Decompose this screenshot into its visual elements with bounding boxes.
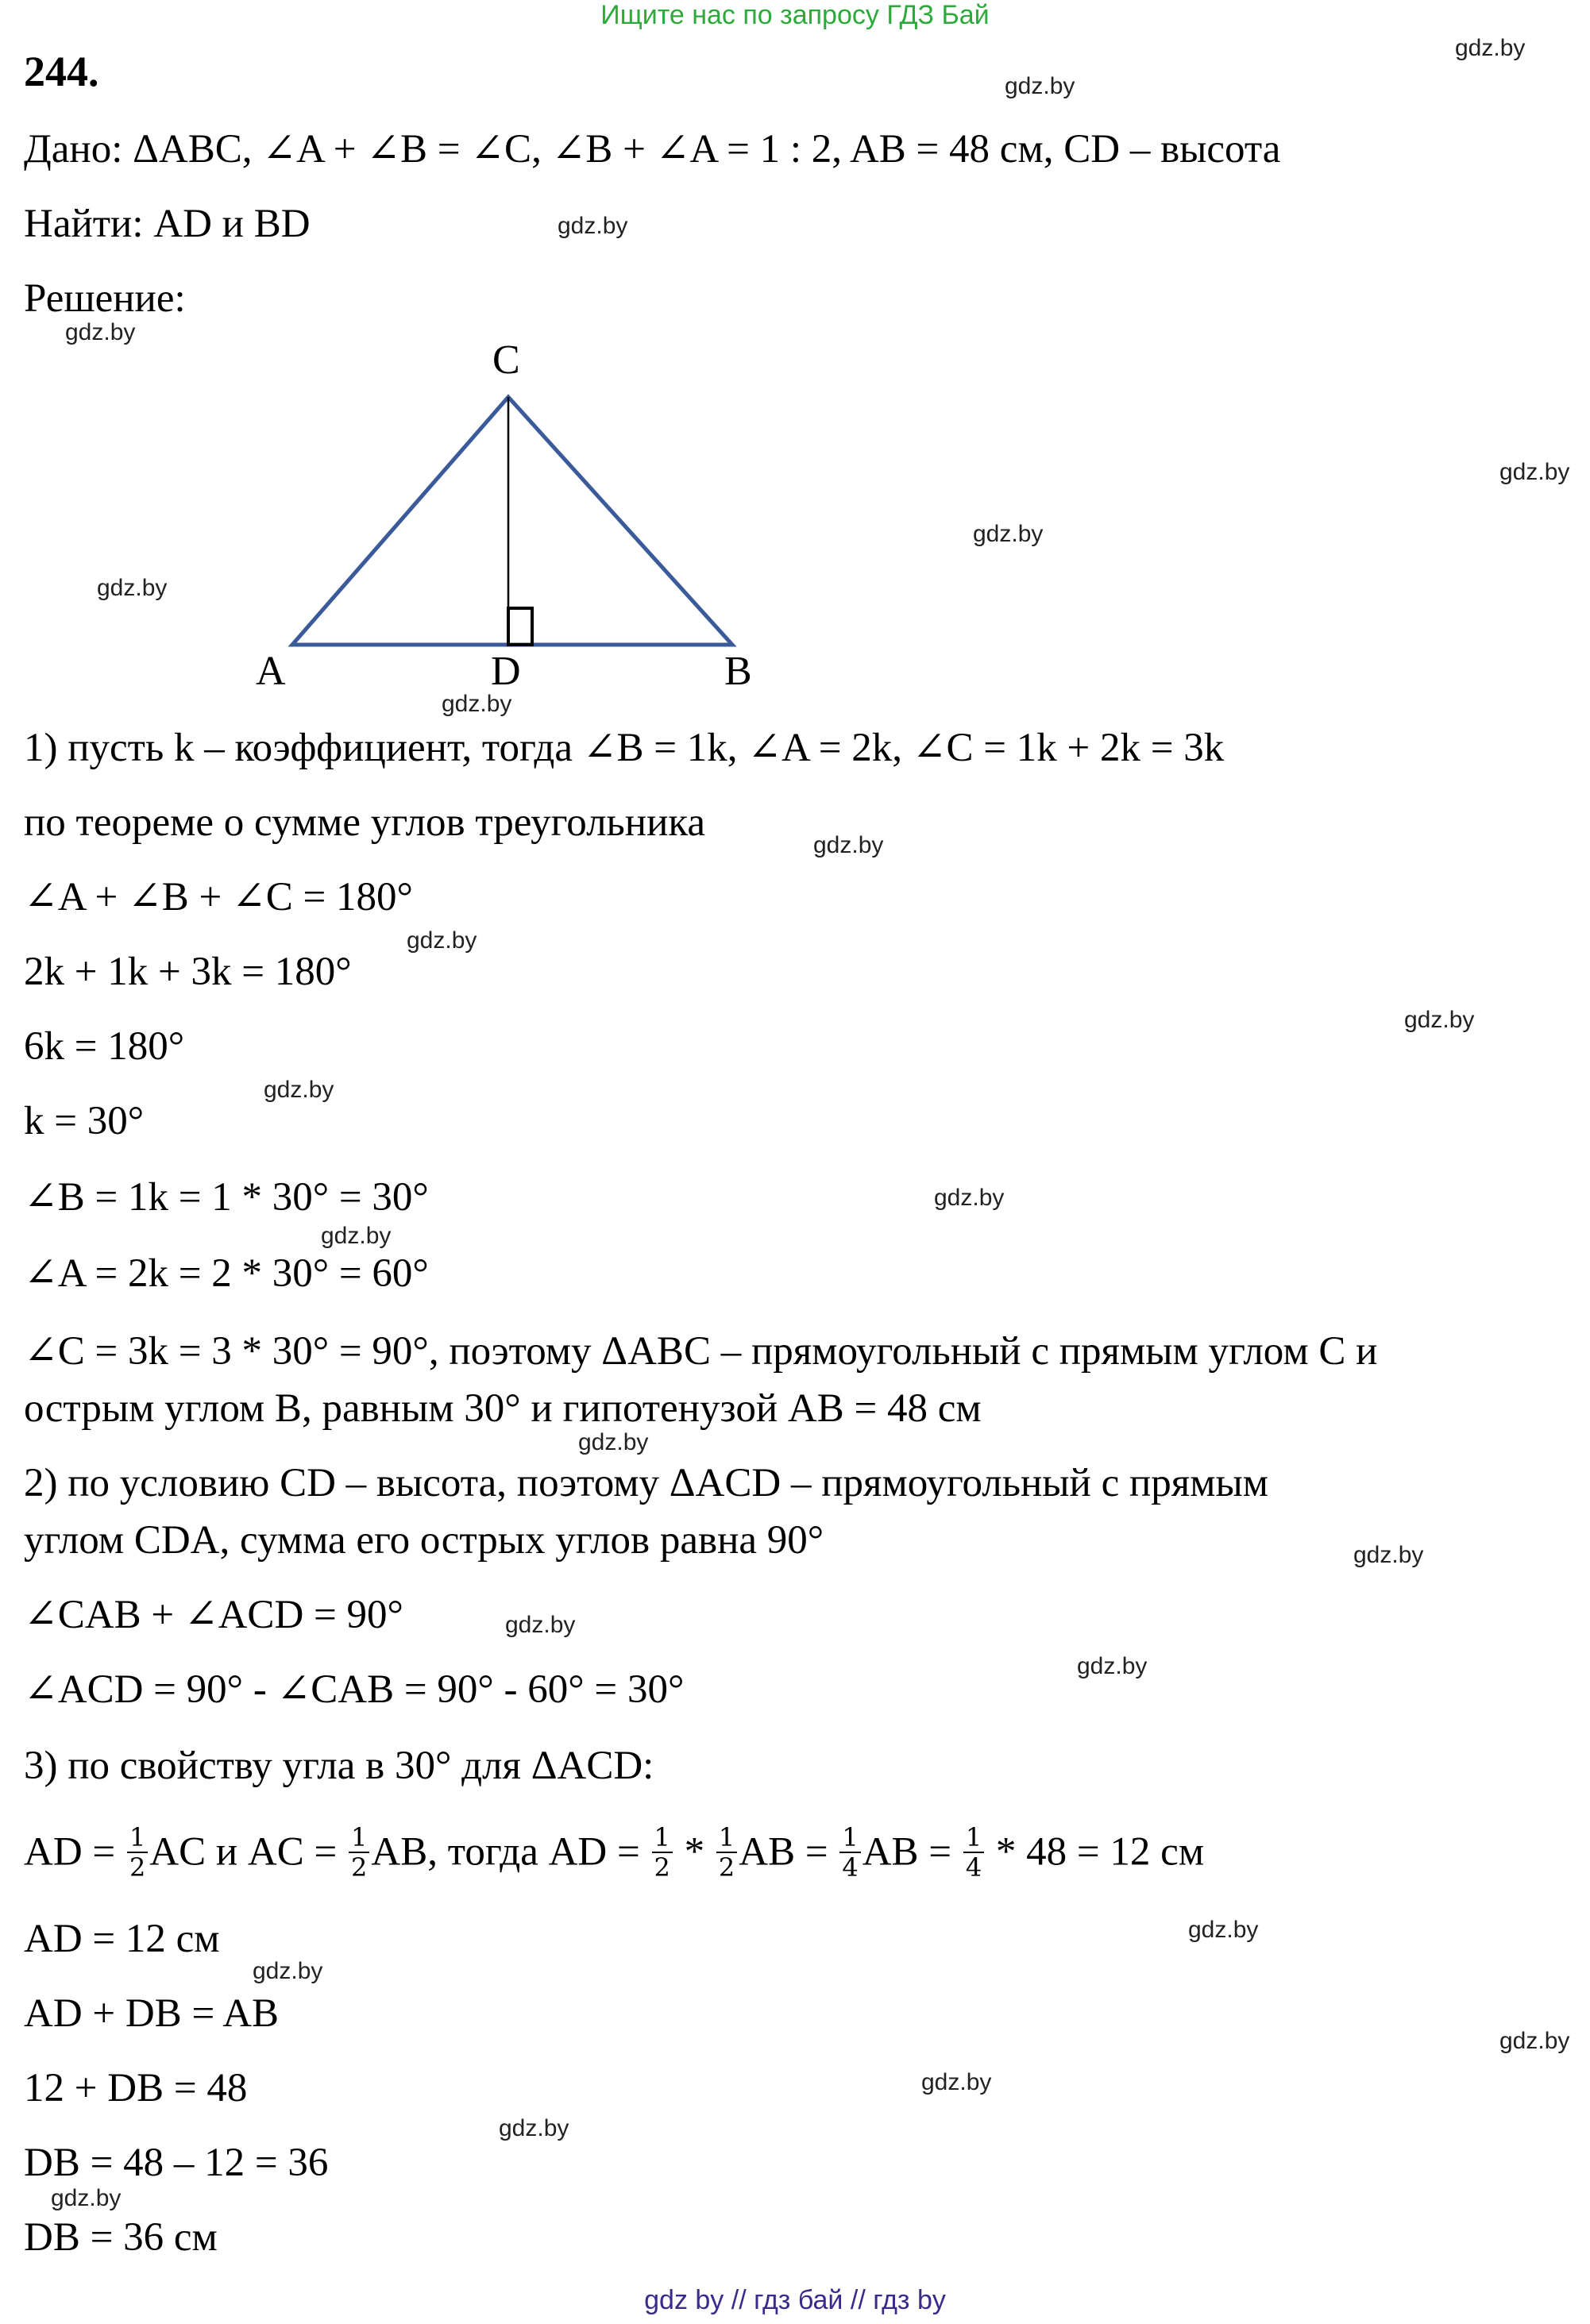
equation-acd: ∠ACD = 90° - ∠CAB = 90° - 60° = 30°	[24, 1667, 685, 1712]
vertex-c-label: C	[492, 337, 520, 383]
fraction-numerator: 1	[652, 1823, 673, 1853]
watermark: gdz.by	[321, 1223, 392, 1249]
step-2-cont: углом CDA, сумма его острых углов равна 90°	[24, 1518, 824, 1563]
fraction-denominator: 2	[129, 1852, 146, 1883]
step-theorem: по теореме о сумме углов треугольника	[24, 800, 706, 845]
equation-angle-sum: ∠A + ∠B + ∠C = 180°	[24, 875, 413, 919]
result-db: DB = 36 см	[24, 2215, 218, 2260]
watermark: gdz.by	[407, 927, 477, 954]
equation-6k: 6k = 180°	[24, 1024, 185, 1069]
vertex-b-label: B	[724, 649, 752, 694]
fraction-one-quarter	[839, 1823, 860, 1882]
equation-db: DB = 48 – 12 = 36	[24, 2141, 329, 2185]
watermark: gdz.by	[65, 319, 136, 345]
watermark: gdz.by	[1404, 1007, 1475, 1033]
watermark: gdz.by	[1499, 2028, 1570, 2054]
fraction-one-half	[127, 1823, 148, 1882]
fraction-denominator: 2	[654, 1852, 670, 1883]
equation-angle-a: ∠A = 2k = 2 * 30° = 60°	[24, 1251, 429, 1296]
fraction-numerator: 1	[839, 1823, 860, 1853]
text-part: AC и AC =	[149, 1829, 348, 1875]
fraction-numerator: 1	[963, 1823, 984, 1853]
watermark: gdz.by	[1005, 73, 1075, 99]
watermark: gdz.by	[934, 1185, 1005, 1211]
watermark: gdz.by	[1077, 1653, 1148, 1679]
equation-12-db: 12 + DB = 48	[24, 2066, 248, 2110]
watermark: gdz.by	[253, 1958, 323, 1984]
step-3: 3) по свойству угла в 30° для ΔACD:	[24, 1744, 654, 1788]
footer-links[interactable]: gdz by // гдз бай // гдз by	[644, 2285, 946, 2315]
text-part: AD =	[24, 1829, 125, 1875]
fraction-numerator: 1	[349, 1823, 369, 1853]
step-angle-c: ∠C = 3k = 3 * 30° = 90°, поэтому ΔABC – прямоугольный с прямым углом C и	[24, 1329, 1378, 1374]
watermark: gdz.by	[499, 2115, 569, 2141]
find-statement: Найти: AD и BD	[24, 202, 311, 246]
watermark: gdz.by	[813, 832, 884, 858]
watermark: gdz.by	[51, 2185, 122, 2211]
equation-angle-b: ∠B = 1k = 1 * 30° = 30°	[24, 1175, 429, 1220]
watermark: gdz.by	[442, 691, 512, 717]
problem-number: 244.	[24, 48, 99, 95]
step-2: 2) по условию CD – высота, поэтому ΔACD – прямоугольный с прямым	[24, 1461, 1269, 1505]
fraction-denominator: 4	[965, 1852, 982, 1883]
fraction-denominator: 2	[718, 1852, 735, 1883]
right-angle-mark	[508, 608, 532, 645]
triangle-diagram	[0, 333, 794, 699]
fraction-numerator: 1	[716, 1823, 737, 1853]
step-1: 1) пусть k – коэффициент, тогда ∠B = 1k, ∠A = 2k, ∠C = 1k + 2k = 3k	[24, 726, 1225, 770]
text-part: * 48 = 12 см	[986, 1829, 1205, 1875]
equation-k: k = 30°	[24, 1099, 145, 1143]
watermark: gdz.by	[921, 2069, 992, 2095]
fraction-denominator: 4	[842, 1852, 859, 1883]
watermark: gdz.by	[1353, 1542, 1424, 1568]
equation-k-sum: 2k + 1k + 3k = 180°	[24, 950, 352, 994]
vertex-a-label: A	[256, 649, 286, 694]
equation-ad-fractions	[24, 1822, 1205, 1885]
fraction-one-half	[349, 1823, 369, 1882]
fraction-one-half	[652, 1823, 673, 1882]
watermark: gdz.by	[578, 1429, 649, 1455]
fraction-numerator: 1	[127, 1823, 148, 1853]
search-banner[interactable]: Ищите нас по запросу ГДЗ Бай	[600, 0, 990, 30]
solution-label: Решение:	[24, 276, 186, 321]
equation-ad-db: AD + DB = AB	[24, 1991, 280, 2036]
step-angle-c-cont: острым углом B, равным 30° и гипотенузой AB = 48 см	[24, 1386, 982, 1431]
fraction-denominator: 2	[351, 1852, 368, 1883]
fraction-one-half	[716, 1823, 737, 1882]
watermark: gdz.by	[97, 575, 168, 601]
text-part: AB =	[739, 1829, 839, 1875]
watermark: gdz.by	[973, 521, 1044, 547]
given-statement: Дано: ΔABC, ∠A + ∠B = ∠C, ∠B + ∠A = 1 : 2, AB = 48 см, CD – высота	[24, 127, 1281, 172]
text-part: *	[673, 1829, 715, 1875]
equation-acd-sum: ∠CAB + ∠ACD = 90°	[24, 1593, 403, 1637]
text-part: AB =	[862, 1829, 962, 1875]
result-ad: AD = 12 см	[24, 1917, 220, 1961]
watermark: gdz.by	[1499, 459, 1570, 485]
watermark: gdz.by	[558, 213, 628, 239]
watermark: gdz.by	[1455, 35, 1526, 61]
watermark: gdz.by	[264, 1077, 334, 1103]
fraction-one-quarter	[963, 1823, 984, 1882]
watermark: gdz.by	[1188, 1917, 1259, 1943]
watermark: gdz.by	[505, 1612, 576, 1638]
text-part: AB, тогда AD =	[371, 1829, 650, 1875]
point-d-label: D	[491, 649, 521, 694]
